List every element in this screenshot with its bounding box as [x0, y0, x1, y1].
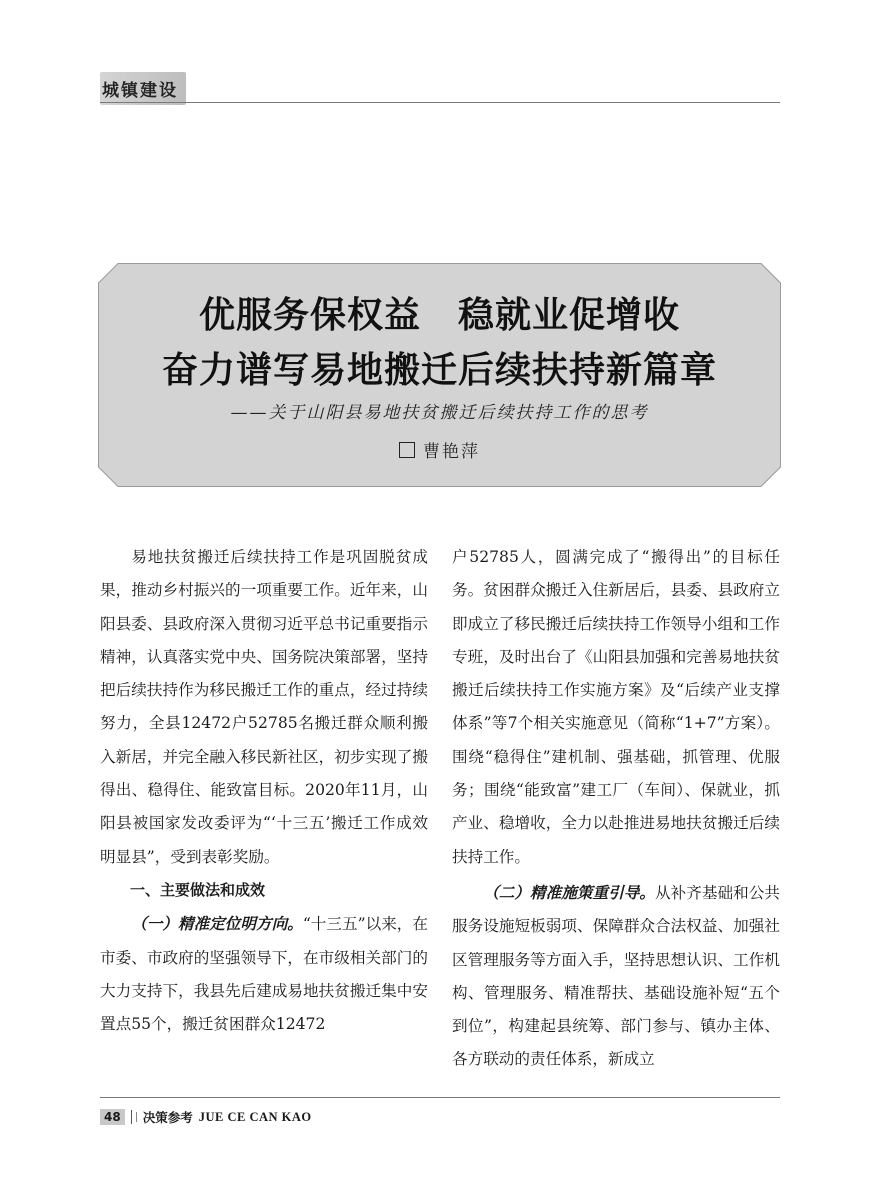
- section-label: 城镇建设: [100, 72, 186, 105]
- author-line: [98, 437, 781, 462]
- footer: [100, 1106, 312, 1128]
- paragraph-text: 从补齐基础和公共服务设施短板弱项、保障群众合法权益、加强社区管理服务等方面入手，坚持思想认识、工作机构、管理服务、精准帮扶、基础设施补短“五个到位”，构建起县统筹、部门参与、镇办主体、各方联动的责任体系，新成立: [452, 883, 780, 1069]
- subsection-heading: （二）精准施策重引导。: [483, 882, 656, 902]
- paragraph: [100, 907, 428, 1041]
- page-number: 48: [100, 1109, 125, 1125]
- paragraph: 易地扶贫搬迁后续扶持工作是巩固脱贫成果，推动乡村振兴的一项重要工作。近年来，山阳县委、县政府深入贯彻习近平总书记重要指示精神，认真落实党中央、国务院决策部署，坚持把后续扶持作为移民搬迁工作的重点，经过持续努力，全县12472户52785名搬迁群众顺利搬入新居，并完全融入移民新社区，初步实现了搬得出、稳得住、能致富目标。2020年11月，山阳县被国家发改委评为“‘十三五’搬迁工作成效明显县”，受到表彰奖励。: [100, 548, 428, 866]
- paragraph-text: “十三五”以来，在市委、市政府的坚强领导下，在市级相关部门的大力支持下，我县先后建成易地扶贫搬迁集中安置点55个，搬迁贫困群众12472: [100, 915, 429, 1034]
- header-rule: [100, 102, 780, 103]
- title-line-1: 优服务保权益 稳就业促增收: [198, 295, 680, 336]
- footer-divider: [136, 1112, 137, 1122]
- subtitle: ——关于山阳县易地扶贫搬迁后续扶持工作的思考: [230, 403, 649, 423]
- paragraph: [452, 876, 780, 1077]
- journal-name: 决策参考: [142, 1110, 193, 1125]
- footer-rule: [100, 1097, 780, 1098]
- journal-name-en: JUE CE CAN KAO: [198, 1109, 312, 1124]
- subsection-heading: （一）精准定位明方向。: [131, 914, 303, 934]
- title-line-2: 奋力谱写易地搬迁后续扶持新篇章: [161, 350, 717, 391]
- author-name: 曹艳萍: [423, 442, 480, 462]
- paragraph: 户52785人，圆满完成了“搬得出”的目标任务。贫困群众搬迁入住新居后，县委、县政府立即成立了移民搬迁后续扶持工作领导小组和工作专班，及时出台了《山阳县加强和完善易地扶贫搬迁后续扶持工作实施方案》及“后续产业支撑体系”等7个相关实施意见（简称“1+7”方案）。围绕“稳得住”建机制、强基础，抓管理、优服务；围绕“能致富”建工厂（车间）、保就业，抓产业、稳增收，全力以赴推进易地扶贫搬迁后续扶持工作。: [452, 548, 780, 866]
- left-column: [100, 541, 428, 1041]
- right-column: [452, 541, 780, 1077]
- section-heading: 一、主要做法和成效: [130, 880, 266, 899]
- square-icon: [399, 442, 415, 458]
- footer-divider: [131, 1110, 132, 1124]
- section-tag: [100, 70, 186, 106]
